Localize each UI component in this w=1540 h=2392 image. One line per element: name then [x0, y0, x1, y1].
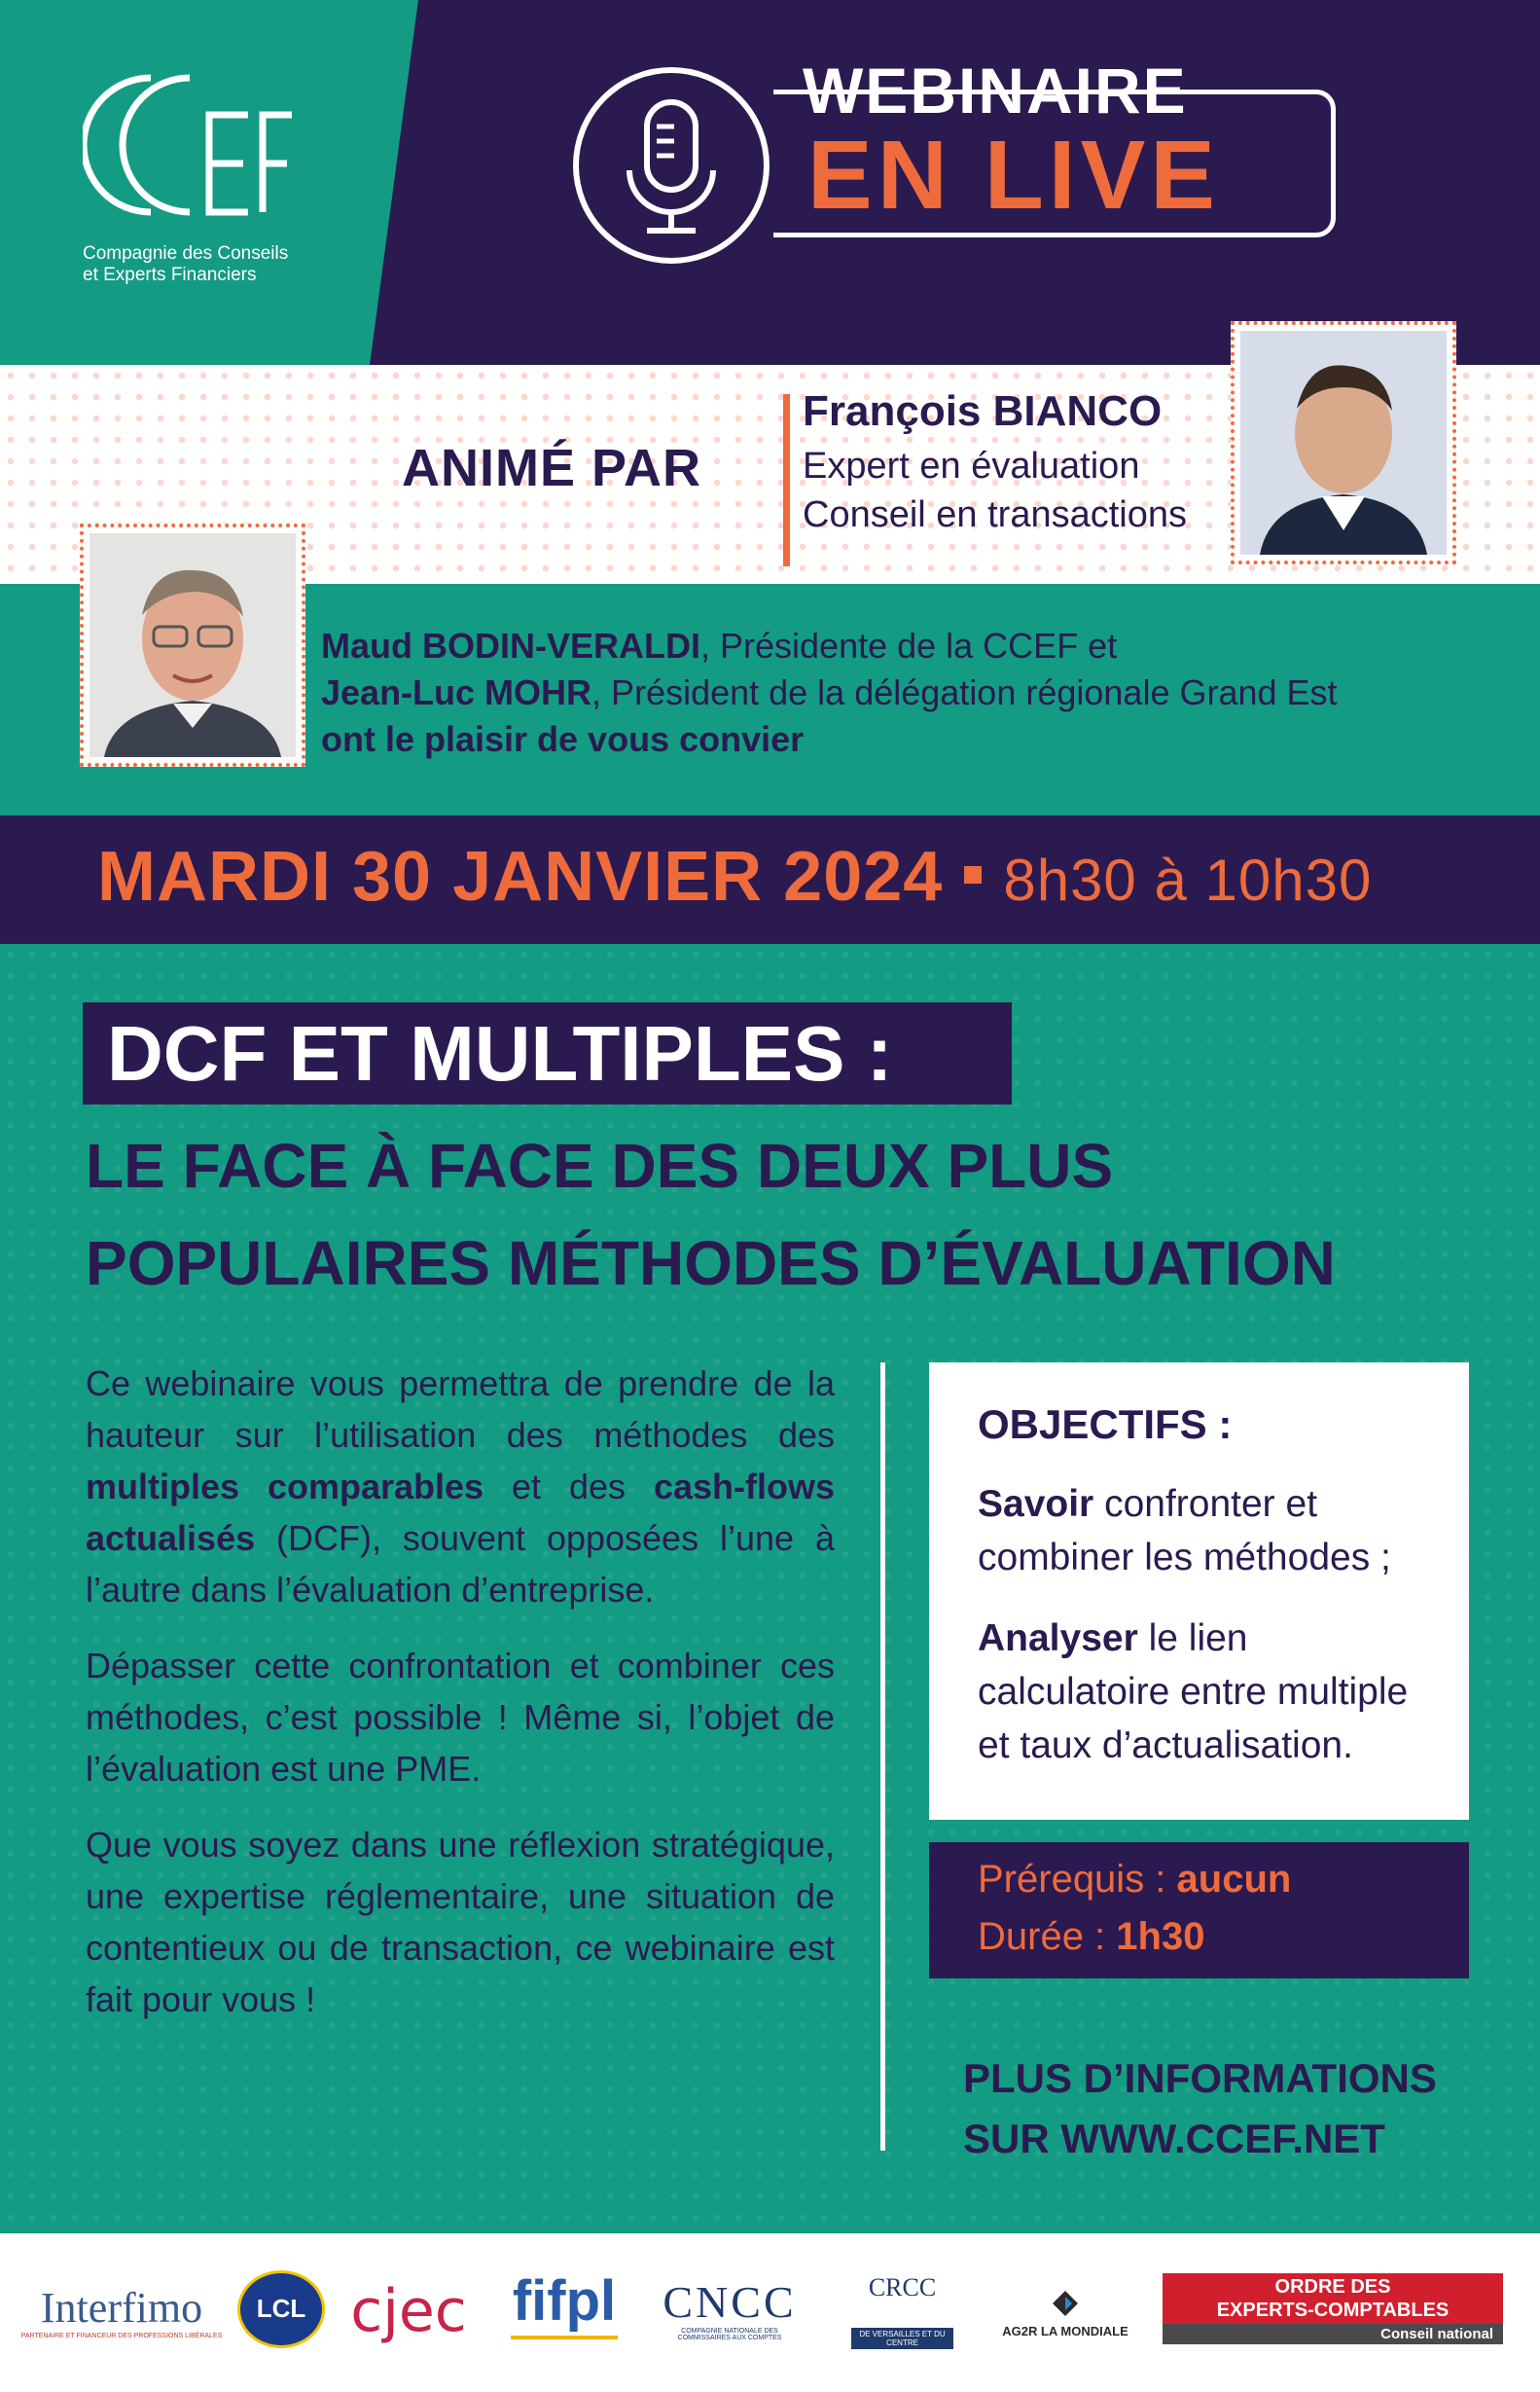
interfimo-logo: [20, 2267, 223, 2355]
prerequisites: [978, 1852, 1291, 1906]
event-date: MARDI 30 JANVIER 2024: [97, 838, 944, 916]
more-info: [963, 2048, 1437, 2169]
main-title: DCF ET MULTIPLES :: [107, 1010, 893, 1097]
interfimo-wordmark: Interfimo: [40, 2284, 203, 2332]
cjec-wordmark: cjec: [350, 2277, 467, 2345]
lcl-wordmark: LCL: [256, 2294, 306, 2323]
objective-1-bold: Savoir: [978, 1483, 1094, 1525]
oec-line-1: ORDRE DES: [1274, 2276, 1391, 2298]
description-text: et des: [483, 1467, 654, 1506]
invitation-text: [321, 623, 1338, 763]
host-name: François BIANCO: [803, 387, 1163, 435]
logo-caption: [83, 243, 288, 286]
objective-2: [978, 1612, 1445, 1772]
interfimo-tagline: PARTENAIRE ET FINANCEUR DES PROFESSIONS LIBÉRALES: [20, 2333, 223, 2339]
duration: [978, 1909, 1204, 1964]
description-text: Ce webinaire vous permettra de prendre de la hauteur sur l’utilisation des méthodes des: [86, 1363, 835, 1455]
objectives-title: OBJECTIFS :: [978, 1401, 1233, 1447]
separator-square: [964, 866, 982, 884]
ag2r-logo: [978, 2272, 1153, 2355]
oec-logo: [1163, 2267, 1503, 2350]
description-bold: multiples comparables: [86, 1467, 484, 1506]
oec-line-2: EXPERTS-COMPTABLES: [1216, 2300, 1450, 2321]
description-text: (DCF), souvent opposées l’une à l’autre dans l’évaluation d’entreprise.: [86, 1518, 835, 1610]
webinaire-label: WEBINAIRE: [803, 54, 1188, 127]
more-info-line-1: PLUS D’INFORMATIONS: [963, 2055, 1437, 2101]
president-name: Maud BODIN-VERALDI: [321, 626, 700, 666]
description-paragraph-3: Que vous soyez dans une réflexion stratégique, une expertise réglementaire, une situation de contentieux ou de transaction, ce webinaire est fait pour vous !: [86, 1825, 835, 2019]
duration-label: Durée :: [978, 1915, 1117, 1958]
oec-line-3: Conseil national: [1163, 2324, 1503, 2344]
delegate-role: , Président de la délégation régionale Grand Est: [591, 672, 1338, 712]
crcc-tagline: DE VERSAILLES ET DU CENTRE: [851, 2328, 953, 2349]
cjec-logo: [350, 2272, 467, 2350]
ag2r-wordmark: AG2R LA MONDIALE: [1002, 2324, 1128, 2338]
lcl-logo: [236, 2267, 326, 2350]
prereq-value: aucun: [1176, 1858, 1292, 1901]
fifpl-wordmark: fifpl: [512, 2269, 617, 2333]
host-roles: [803, 442, 1187, 539]
host-photo: [1231, 321, 1456, 564]
description-bold: cash-flows actualisés: [86, 1467, 835, 1558]
fifpl-logo: [501, 2258, 627, 2350]
subtitle-line-1: LE FACE À FACE DES DEUX PLUS: [86, 1131, 1114, 1201]
cncc-wordmark: CNCC: [663, 2277, 797, 2327]
event-time: 8h30 à 10h30: [1003, 848, 1373, 913]
invitation-closing: ont le plaisir de vous convier: [321, 719, 805, 759]
president-photo: [80, 524, 305, 767]
host-divider: [783, 394, 790, 566]
description: [86, 1358, 835, 2049]
subtitle: [86, 1117, 1467, 1312]
event-datetime: [97, 837, 1372, 917]
anime-par-label: ANIMÉ PAR: [402, 439, 702, 497]
microphone-icon: [569, 63, 773, 268]
crcc-logo: [851, 2267, 953, 2355]
crcc-wordmark: CRCC: [868, 2273, 937, 2301]
duration-value: 1h30: [1116, 1915, 1205, 1958]
description-paragraph-2: Dépasser cette confrontation et combiner ces méthodes, c’est possible ! Même si, l’objet de l’évaluation est une PME.: [86, 1646, 835, 1789]
ag2r-icon: [1051, 2289, 1080, 2318]
objective-1: [978, 1477, 1445, 1584]
fifpl-underline: [511, 2336, 618, 2339]
host-role-2: Conseil en transactions: [803, 494, 1187, 535]
description-paragraph-1: [86, 1358, 835, 1615]
subtitle-line-2: POPULAIRES MÉTHODES D’ÉVALUATION: [86, 1228, 1336, 1298]
objective-2-bold: Analyser: [978, 1617, 1138, 1659]
objective-2-text: le lien calculatoire entre multiple et taux d’actualisation.: [978, 1617, 1409, 1766]
president-role: , Présidente de la CCEF et: [700, 626, 1118, 666]
ccef-logo: [83, 58, 297, 234]
cncc-logo: [642, 2263, 817, 2355]
delegate-name: Jean-Luc MOHR: [321, 672, 592, 712]
column-divider: [880, 1362, 885, 2151]
prereq-label: Prérequis :: [978, 1858, 1177, 1901]
host-role-1: Expert en évaluation: [803, 446, 1140, 487]
logo-caption-line-2: et Experts Financiers: [83, 265, 257, 285]
en-live-label: EN LIVE: [807, 121, 1220, 230]
website-link[interactable]: SUR WWW.CCEF.NET: [963, 2116, 1385, 2161]
cncc-tagline: COMPAGNIE NATIONALE DES COMMISSAIRES AUX COMPTES: [677, 2328, 782, 2341]
objective-1-text: confronter et combiner les méthodes ;: [978, 1483, 1391, 1578]
logo-caption-line-1: Compagnie des Conseils: [83, 243, 289, 264]
